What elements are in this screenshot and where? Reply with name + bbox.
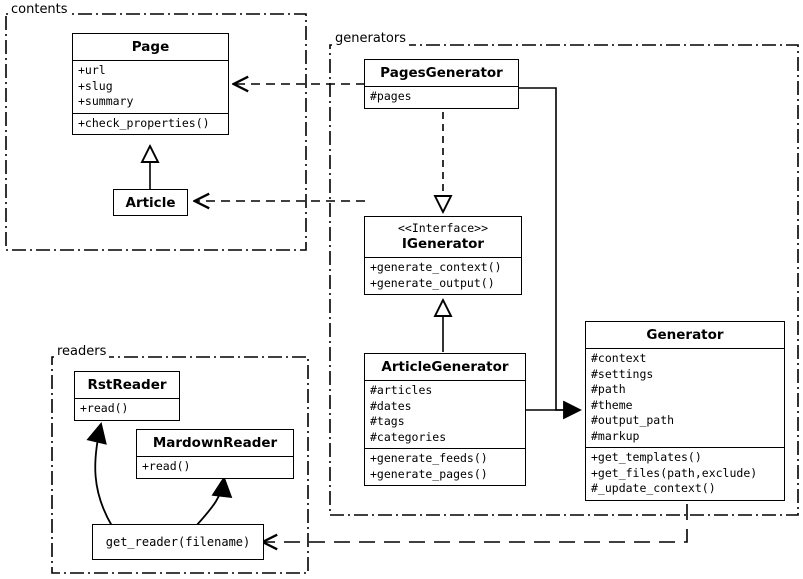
class-igenerator-stereotype: <<Interface>>	[397, 221, 488, 235]
class-member: +generate_pages()	[370, 466, 488, 481]
class-mardownreader-title: MardownReader	[152, 435, 278, 451]
package-label-readers: readers	[54, 344, 109, 359]
class-member: #_update_context()	[591, 481, 716, 495]
package-label-contents: contents	[8, 2, 71, 17]
class-page-methods	[73, 113, 228, 135]
class-igenerator-methods	[365, 257, 521, 294]
class-member: #categories	[370, 429, 447, 444]
package-label-generators: generators	[332, 31, 409, 46]
class-mardownreader-methods	[137, 456, 293, 478]
class-member: +slug	[78, 78, 113, 93]
class-member: #tags	[370, 414, 405, 428]
class-rstreader-methods	[75, 398, 179, 420]
function-get-reader[interactable]	[92, 524, 264, 560]
class-member: #settings	[591, 366, 654, 381]
class-member: #path	[591, 382, 626, 396]
class-generator[interactable]	[585, 321, 785, 501]
class-article-title: Article	[125, 194, 176, 211]
class-rstreader-title: RstReader	[87, 377, 167, 393]
class-articlegenerator-attributes	[365, 380, 525, 448]
class-member: #dates	[370, 398, 412, 413]
class-member: +url	[78, 63, 106, 77]
class-member: +generate_feeds()	[370, 451, 488, 465]
class-member: +check_properties()	[78, 115, 210, 130]
class-member: +generate_context()	[370, 260, 502, 274]
class-pagesgenerator-attributes	[365, 86, 518, 108]
class-page-title: Page	[131, 39, 170, 55]
class-member: +read()	[80, 401, 129, 415]
class-generator-methods	[586, 447, 784, 500]
class-generator-attributes	[586, 348, 784, 447]
class-member: #articles	[370, 383, 433, 397]
class-articlegenerator-methods	[365, 448, 525, 485]
class-member: #markup	[591, 428, 640, 443]
class-igenerator-title: IGenerator	[401, 236, 485, 252]
class-member: +generate_output()	[370, 275, 495, 290]
class-member: +summary	[78, 94, 134, 108]
class-member: +get_files(path,exclude)	[591, 465, 758, 480]
class-pagesgenerator[interactable]	[364, 59, 519, 109]
class-pagesgenerator-title: PagesGenerator	[380, 65, 503, 81]
class-rstreader[interactable]	[74, 371, 180, 421]
class-member: #context	[591, 351, 647, 365]
class-articlegenerator-title: ArticleGenerator	[381, 359, 509, 375]
class-member: +get_templates()	[591, 450, 702, 464]
class-articlegenerator[interactable]	[364, 353, 526, 486]
class-article[interactable]	[113, 189, 188, 216]
class-mardownreader[interactable]	[136, 429, 294, 479]
class-member: +read()	[142, 459, 191, 473]
class-igenerator[interactable]	[364, 216, 522, 295]
class-member: #pages	[370, 89, 412, 103]
function-get-reader-label: get_reader(filename)	[105, 535, 251, 549]
class-member: #theme	[591, 397, 633, 412]
class-page-attributes	[73, 60, 228, 113]
class-generator-title: Generator	[646, 327, 724, 343]
class-member: #output_path	[591, 413, 675, 427]
class-page[interactable]	[72, 33, 229, 135]
